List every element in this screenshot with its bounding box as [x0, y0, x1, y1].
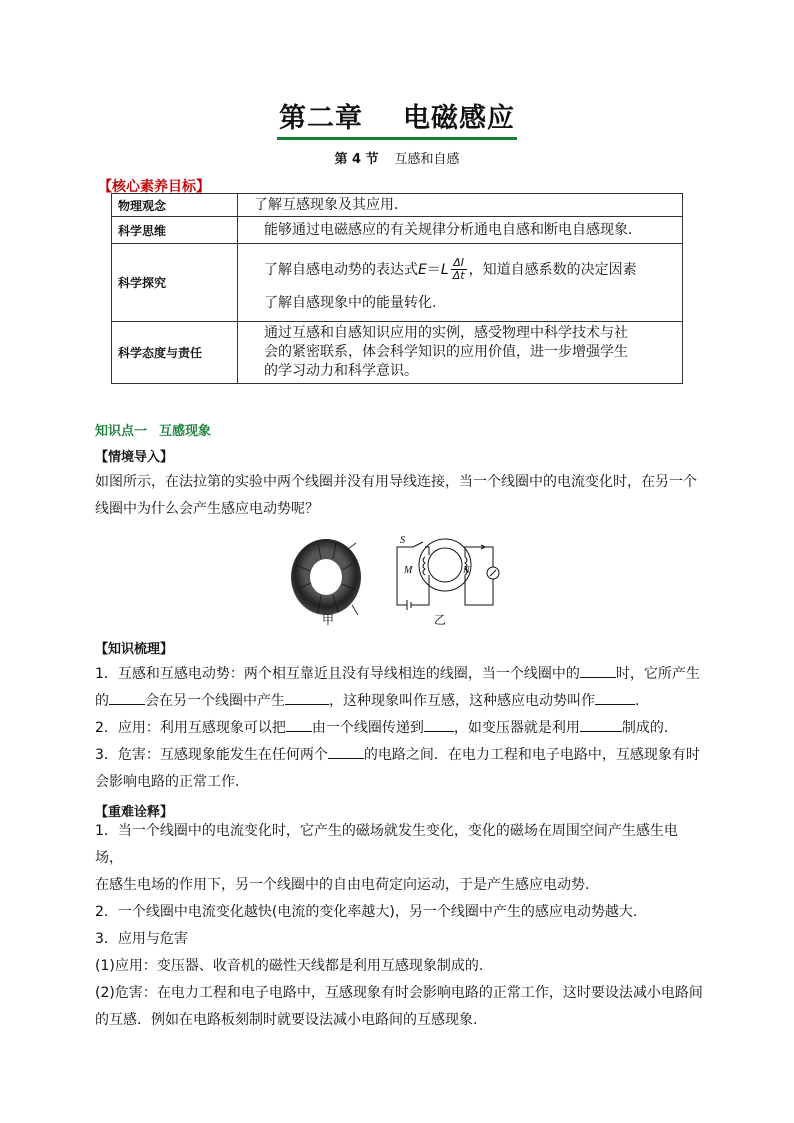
goal-description: 了解互感现象及其应用.	[238, 194, 683, 217]
review-item-1: 1．互感和互感电动势：两个相互靠近且没有导线相连的线圈，当一个线圈中的 时，它所产生	[95, 661, 705, 688]
formula-l: L	[440, 261, 449, 278]
explain-paragraph: 1．当一个线圈中的电流变化时，它产生的磁场就发生变化，变化的磁场在周围空间产生感生电场， 在感生电场的作用下，另一个线圈中的自由电荷定向运动，于是产生感应电动势. 2．一个线圈中电流变化越快(电流的变化率越大)，另一个线圈中产生的感应电动势越大. 3．应用与危害 (1)应用：变压器、收音机的磁性天线都是利用互感现象制成的. (2)危害：在电力工程和电子电路中，互感现象有时会影响电路的正常工作，这时要设法减小电路间 的互感．例如在电路板刻制时就要设法减小电路间的互感现象.	[95, 823, 703, 1028]
switch-label: S	[400, 535, 405, 546]
chapter-title	[0, 96, 794, 140]
chapter-name: 电磁感应	[403, 103, 515, 134]
intro-label: 【情境导入】	[95, 450, 174, 465]
chapter-number: 第二章	[279, 103, 363, 134]
goals-row	[112, 217, 683, 244]
goal-category: 科学态度与责任	[112, 322, 238, 384]
goal-description: 通过互感和自感知识应用的实例，感受物理中科学技术与社 会的紧密联系，体会科学知识的应用价值，进一步增强学生 的学习动力和科学意识。	[238, 322, 683, 384]
goals-table	[111, 193, 683, 384]
goals-row	[112, 322, 683, 384]
goals-label: 【核心素养目标】	[98, 179, 210, 195]
goal-category: 科学思维	[112, 217, 238, 244]
fraction-numerator: ΔI	[453, 256, 465, 269]
coil-n-label: N	[463, 565, 470, 576]
chapter-title-underline	[277, 96, 517, 140]
goals-row	[112, 194, 683, 217]
formula-line: 了解自感电动势的表达式 E ＝ L $\frac{\Delta I}{\Delta t}$ ，知道自感系数的决定因素	[264, 256, 637, 282]
fraction-denominator: Δt	[452, 269, 465, 282]
goals-row	[112, 244, 683, 322]
figure-caption-left: 甲	[322, 613, 335, 627]
figure-caption-right: 乙	[434, 613, 447, 627]
formula-e: E	[418, 261, 427, 278]
review-item-3-cont: 会影响电路的正常工作.	[95, 774, 240, 790]
section-number: 第 4 节	[334, 152, 379, 167]
goal-category: 科学探究	[112, 244, 238, 322]
section-name: 互感和自感	[394, 152, 460, 167]
formula-fraction	[451, 257, 467, 282]
section-title	[0, 148, 794, 167]
intro-paragraph: 如图所示，在法拉第的实验中两个线圈并没有用导线连接，当一个线圈中的电流变化时，在另一个 线圈中为什么会产生感应电动势呢？	[95, 474, 697, 517]
goal-description: 能够通过电磁感应的有关规律分析通电自感和断电自感现象.	[238, 217, 683, 244]
explain-label: 【重难诠释】	[95, 805, 174, 820]
review-paragraph	[95, 661, 705, 796]
formula-eq: ＝	[426, 261, 441, 278]
review-item-2: 2．应用：利用互感现象可以把 由一个线圈传递到 ，如变压器就是利用 制成的.	[95, 715, 705, 742]
review-item-3: 3．危害：互感现象能发生在任何两个 的电路之间．在电力工程和电子电路中，互感现象有时	[95, 742, 705, 769]
knowledge-point-title: 知识点一 互感现象	[95, 424, 212, 439]
review-label: 【知识梳理】	[95, 642, 174, 657]
coil-m-label: M	[404, 565, 413, 576]
goal-category: 物理观念	[112, 194, 238, 217]
review-item-1-cont: 的 会在另一个线圈中产生 ，这种现象叫作互感，这种感应电动势叫作 .	[95, 688, 705, 715]
goal-description	[238, 244, 683, 322]
goal-description-line2: 了解自感现象中的能量转化.	[264, 294, 437, 311]
